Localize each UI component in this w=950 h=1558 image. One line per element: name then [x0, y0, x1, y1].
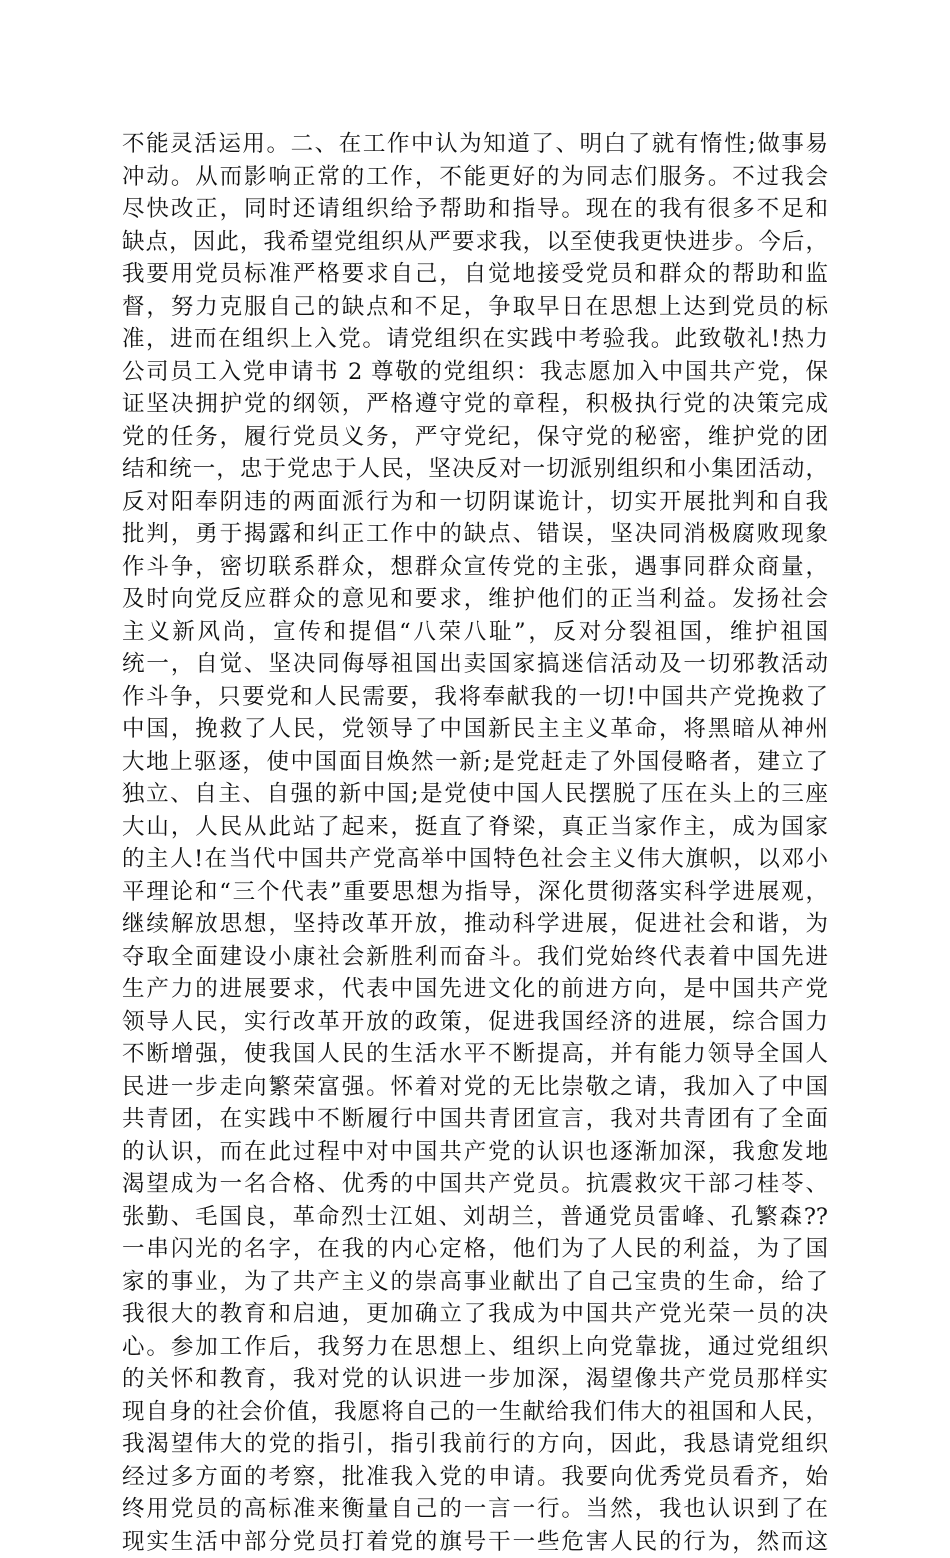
- text-line: 缺点，因此，我希望党组织从严要求我，以至使我更快进步。今后，: [122, 226, 828, 259]
- text-line: 冲动。从而影响正常的工作，不能更好的为同志们服务。不过我会: [122, 161, 828, 194]
- text-line: 家的事业，为了共产主义的崇高事业献出了自己宝贵的生命，给了: [122, 1266, 828, 1299]
- text-line: 批判，勇于揭露和纠正工作中的缺点、错误，坚决同消极腐败现象: [122, 518, 828, 551]
- text-line: 我渴望伟大的党的指引，指引我前行的方向，因此，我恳请党组织: [122, 1428, 828, 1461]
- text-line: 及时向党反应群众的意见和要求，维护他们的正当利益。发扬社会: [122, 583, 828, 616]
- text-line: 党的任务，履行党员义务，严守党纪，保守党的秘密，维护党的团: [122, 421, 828, 454]
- text-line: 尽快改正，同时还请组织给予帮助和指导。现在的我有很多不足和: [122, 193, 828, 226]
- text-line: 共青团，在实践中不断履行中国共青团宣言，我对共青团有了全面: [122, 1103, 828, 1136]
- text-line: 我要用党员标准严格要求自己，自觉地接受党员和群众的帮助和监: [122, 258, 828, 291]
- text-line: 反对阳奉阴违的两面派行为和一切阴谋诡计，切实开展批判和自我: [122, 486, 828, 519]
- text-line: 现自身的社会价值，我愿将自己的一生献给我们伟大的祖国和人民，: [122, 1396, 828, 1429]
- text-line: 平理论和“三个代表”重要思想为指导，深化贯彻落实科学进展观，: [122, 876, 828, 909]
- text-line: 渴望成为一名合格、优秀的中国共产党员。抗震救灾干部刁桂苓、: [122, 1168, 828, 1201]
- text-line: 一串闪光的名字，在我的内心定格，他们为了人民的利益，为了国: [122, 1233, 828, 1266]
- text-line: 统一，自觉、坚决同侮辱祖国出卖国家搞迷信活动及一切邪教活动: [122, 648, 828, 681]
- text-line: 夺取全面建设小康社会新胜利而奋斗。我们党始终代表着中国先进: [122, 941, 828, 974]
- text-line: 我很大的教育和启迪，更加确立了我成为中国共产党光荣一员的决: [122, 1298, 828, 1331]
- text-line: 领导人民，实行改革开放的政策，促进我国经济的进展，综合国力: [122, 1006, 828, 1039]
- text-line: 大山，人民从此站了起来，挺直了脊梁，真正当家作主，成为国家: [122, 811, 828, 844]
- text-line: 不能灵活运用。二、在工作中认为知道了、明白了就有惰性;做事易: [122, 128, 828, 161]
- text-line: 民进一步走向繁荣富强。怀着对党的无比崇敬之请，我加入了中国: [122, 1071, 828, 1104]
- text-line: 经过多方面的考察，批准我入党的申请。我要向优秀党员看齐，始: [122, 1461, 828, 1494]
- text-line: 作斗争，只要党和人民需要，我将奉献我的一切!中国共产党挽救了: [122, 681, 828, 714]
- text-line: 的主人!在当代中国共产党高举中国特色社会主义伟大旗帜，以邓小: [122, 843, 828, 876]
- text-line: 终用党员的高标准来衡量自己的一言一行。当然，我也认识到了在: [122, 1493, 828, 1526]
- text-line: 准，进而在组织上入党。请党组织在实践中考验我。此致敬礼!热力: [122, 323, 828, 356]
- text-line: 督，努力克服自己的缺点和不足，争取早日在思想上达到党员的标: [122, 291, 828, 324]
- text-line: 的认识，而在此过程中对中国共产党的认识也逐渐加深，我愈发地: [122, 1136, 828, 1169]
- text-line: 结和统一，忠于党忠于人民，坚决反对一切派别组织和小集团活动，: [122, 453, 828, 486]
- text-line: 中国，挽救了人民，党领导了中国新民主主义革命，将黑暗从神州: [122, 713, 828, 746]
- text-line: 独立、自主、自强的新中国;是党使中国人民摆脱了压在头上的三座: [122, 778, 828, 811]
- text-line: 不断增强，使我国人民的生活水平不断提高，并有能力领导全国人: [122, 1038, 828, 1071]
- text-line: 继续解放思想，坚持改革开放，推动科学进展，促进社会和谐，为: [122, 908, 828, 941]
- text-line: 作斗争，密切联系群众，想群众宣传党的主张，遇事同群众商量，: [122, 551, 828, 584]
- text-line: 的关怀和教育，我对党的认识进一步加深，渴望像共产党员那样实: [122, 1363, 828, 1396]
- text-line: 大地上驱逐，使中国面目焕然一新;是党赶走了外国侵略者，建立了: [122, 746, 828, 779]
- text-line: 证坚决拥护党的纲领，严格遵守党的章程，积极执行党的决策完成: [122, 388, 828, 421]
- text-line: 生产力的进展要求，代表中国先进文化的前进方向，是中国共产党: [122, 973, 828, 1006]
- text-line: 现实生活中部分党员打着党的旗号干一些危害人民的行为，然而这: [122, 1526, 828, 1558]
- text-line: 公司员工入党申请书 2 尊敬的党组织：我志愿加入中国共产党，保: [122, 356, 828, 389]
- text-line: 心。参加工作后，我努力在思想上、组织上向党靠拢，通过党组织: [122, 1331, 828, 1364]
- text-line: 张勤、毛国良，革命烈士江姐、刘胡兰，普通党员雷峰、孔繁森??: [122, 1201, 828, 1234]
- text-line: 主义新风尚，宣传和提倡“八荣八耻”，反对分裂祖国，维护祖国: [122, 616, 828, 649]
